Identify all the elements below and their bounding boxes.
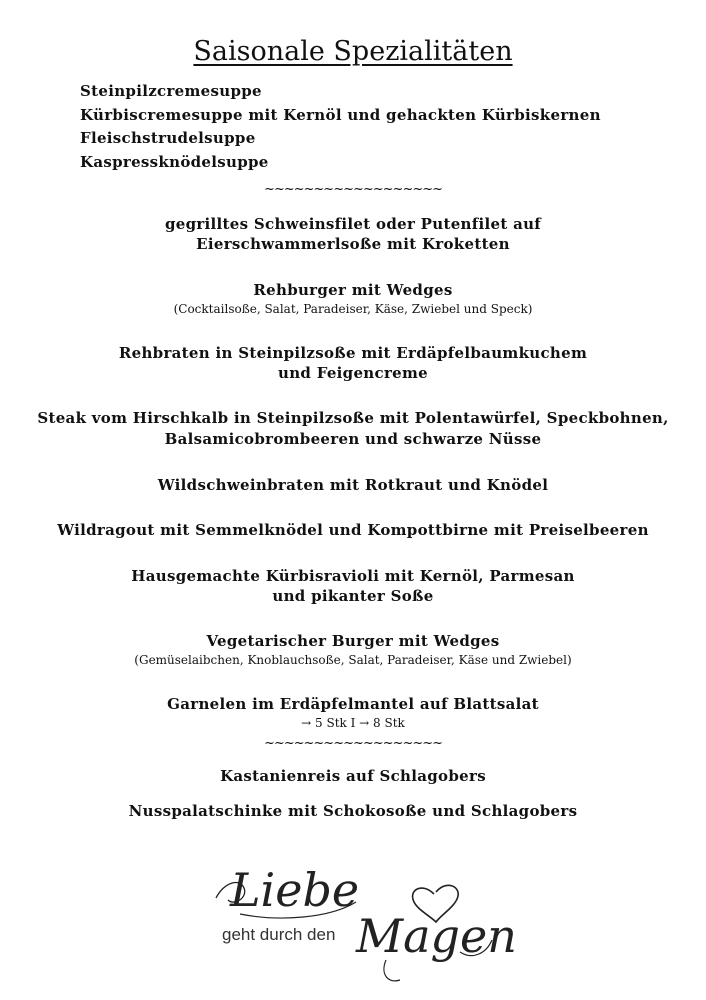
dish-ravioli-line2: und pikanter Soße (272, 587, 434, 605)
flourish-tail-icon (384, 960, 400, 981)
soup-item: Fleischstrudelsuppe (80, 129, 256, 147)
dish-rehbraten-line1: Rehbraten in Steinpilzsoße mit Erdäpfelbaumkuchem (118, 344, 588, 362)
menu-title: Saisonale Spezialitäten (193, 36, 513, 67)
dish-garnelen: Garnelen im Erdäpfelmantel auf Blattsalat (167, 695, 539, 713)
soup-item: Kürbiscremesuppe mit Kernöl und gehackten Kürbiskernen (80, 105, 601, 124)
dish-wildschwein: Wildschweinbraten mit Rotkraut und Knödel (157, 476, 549, 494)
dessert-palatschinke: Nusspalatschinke mit Schokosoße und Schlagobers (128, 802, 578, 820)
liebe-logo (210, 848, 517, 988)
dish-rehburger-note: (Cocktailsoße, Salat, Paradeiser, Käse, Zwiebel und Speck) (173, 302, 533, 316)
dish-filet-line1: gegrilltes Schweinsfilet oder Putenfilet auf (164, 215, 542, 233)
dish-garnelen-note: → 5 Stk I → 8 Stk (301, 716, 405, 730)
dish-rehburger: Rehburger mit Wedges (253, 281, 453, 299)
soup-list (80, 80, 601, 174)
logo-middle-text: geht durch den (222, 925, 336, 944)
separator: ~~~~~~~~~~~~~~~~~~ (263, 736, 443, 751)
separator: ~~~~~~~~~~~~~~~~~~ (263, 182, 443, 197)
dish-steak-line1: Steak vom Hirschkalb in Steinpilzsoße mit Polentawürfel, Speckbohnen, (37, 409, 669, 427)
dish-ravioli-line1: Hausgemachte Kürbisravioli mit Kernöl, Parmesan (131, 567, 575, 585)
dish-steak-line2: Balsamicobrombeeren und schwarze Nüsse (164, 430, 542, 448)
logo-word-liebe: Liebe (230, 863, 360, 917)
dessert-kastanienreis: Kastanienreis auf Schlagobers (220, 767, 486, 785)
dish-wildragout: Wildragout mit Semmelknödel und Kompottbirne mit Preiselbeeren (57, 521, 649, 539)
soup-item: Kaspressknödelsuppe (80, 152, 269, 171)
soup-item: Steinpilzcremesuppe (80, 82, 262, 100)
logo-word-magen: Magen (356, 909, 517, 963)
dish-rehbraten-line2: und Feigencreme (277, 364, 429, 382)
dish-veggie: Vegetarischer Burger mit Wedges (206, 632, 500, 650)
dish-filet-line2: Eierschwammerlsoße mit Kroketten (196, 235, 510, 253)
dish-veggie-note: (Gemüselaibchen, Knoblauchsoße, Salat, Paradeiser, Käse und Zwiebel) (134, 653, 572, 667)
